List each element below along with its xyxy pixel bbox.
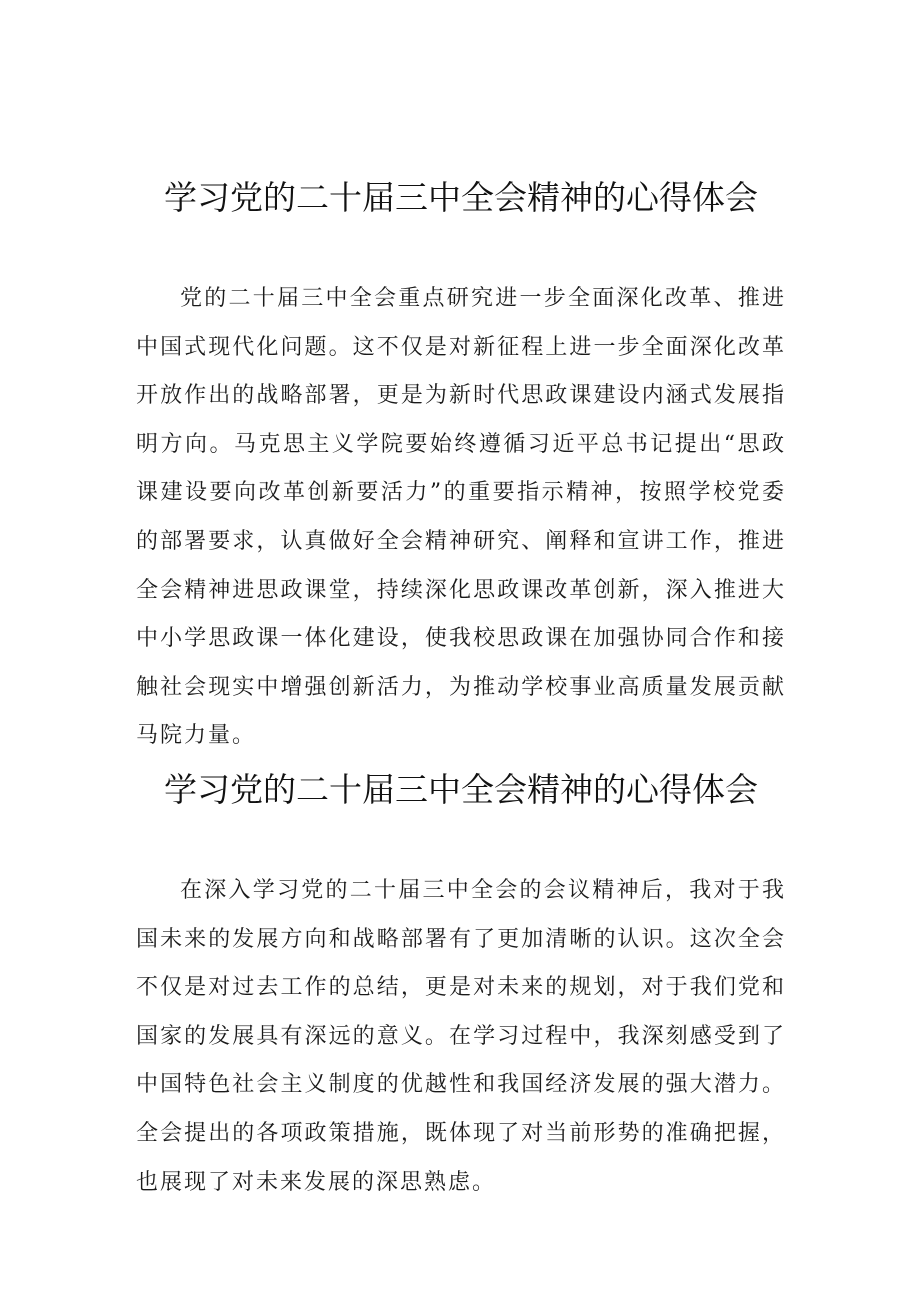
article-section-2 <box>136 768 786 1207</box>
section-heading: 学习党的二十届三中全会精神的心得体会 <box>164 178 758 217</box>
article-section-1 <box>136 176 786 761</box>
section-heading: 学习党的二十届三中全会精神的心得体会 <box>164 770 758 809</box>
section-paragraph: 在深入学习党的二十届三中全会的会议精神后，我对于我国未来的发展方向和战略部署有了更加清晰的认识。这次全会不仅是对过去工作的总结，更是对未来的规划，对于我们党和国家的发展具有深远的意义。在学习过程中，我深刻感受到了中国特色社会主义制度的优越性和我国经济发展的强大潜力。全会提出的各项政策措施，既体现了对当前形势的准确把握，也展现了对未来发展的深思熟虑。 <box>136 878 786 1195</box>
section-paragraph: 党的二十届三中全会重点研究进一步全面深化改革、推进中国式现代化问题。这不仅是对新征程上进一步全面深化改革开放作出的战略部署，更是为新时代思政课建设内涵式发展指明方向。马克思主义学院要始终遵循习近平总书记提出“思政课建设要向改革创新要活力”的重要指示精神，按照学校党委的部署要求，认真做好全会精神研究、阐释和宣讲工作，推进全会精神进思政课堂，持续深化思政课改革创新，深入推进大中小学思政课一体化建设，使我校思政课在加强协同合作和接触社会现实中增强创新活力，为推动学校事业高质量发展贡献马院力量。 <box>136 286 786 749</box>
